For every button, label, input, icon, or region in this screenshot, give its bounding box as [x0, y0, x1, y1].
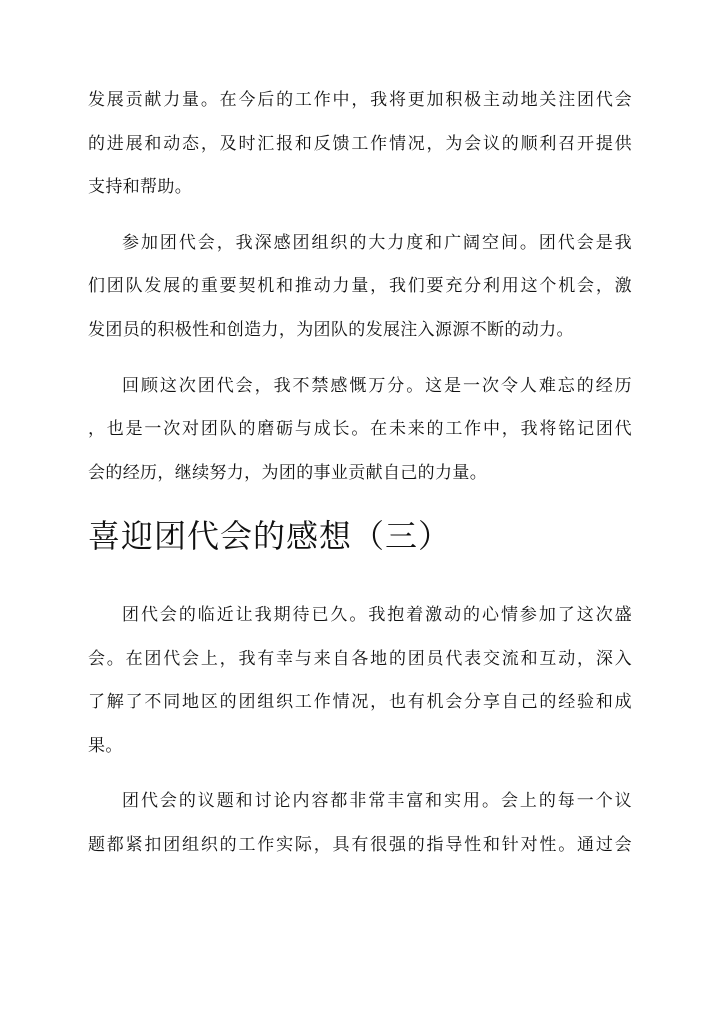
text-line: 参加团代会，我深感团组织的大力度和广阔空间。团代会是我: [122, 233, 632, 253]
text-line: ，也是一次对团队的磨砺与成长。在未来的工作中，我将铭记团代: [88, 419, 632, 439]
text-line: 支持和帮助。: [88, 177, 193, 197]
text-line: 团代会的临近让我期待已久。我抱着激动的心情参加了这次盛: [122, 605, 632, 625]
text-line: 果。: [88, 736, 123, 756]
text-line: 会。在团代会上，我有幸与来自各地的团员代表交流和互动，深入: [88, 649, 632, 669]
text-line: 回顾这次团代会，我不禁感慨万分。这是一次令人难忘的经历: [122, 376, 632, 396]
text-line: 团代会的议题和讨论内容都非常丰富和实用。会上的每一个议: [122, 791, 632, 811]
section-heading: 喜迎团代会的感想（三）: [88, 517, 452, 555]
text-line: 会的经历，继续努力，为团的事业贡献自己的力量。: [88, 463, 488, 483]
text-line: 发展贡献力量。在今后的工作中，我将更加积极主动地关注团代会: [88, 90, 632, 110]
text-line: 的进展和动态，及时汇报和反馈工作情况，为会议的顺利召开提供: [88, 134, 632, 154]
text-line: 题都紧扣团组织的工作实际，具有很强的指导性和针对性。通过会: [88, 835, 632, 855]
text-line: 了解了不同地区的团组织工作情况，也有机会分享自己的经验和成: [88, 692, 632, 712]
text-line: 发团员的积极性和创造力，为团队的发展注入源源不断的动力。: [88, 320, 574, 340]
text-line: 们团队发展的重要契机和推动力量，我们要充分利用这个机会，激: [88, 276, 632, 296]
